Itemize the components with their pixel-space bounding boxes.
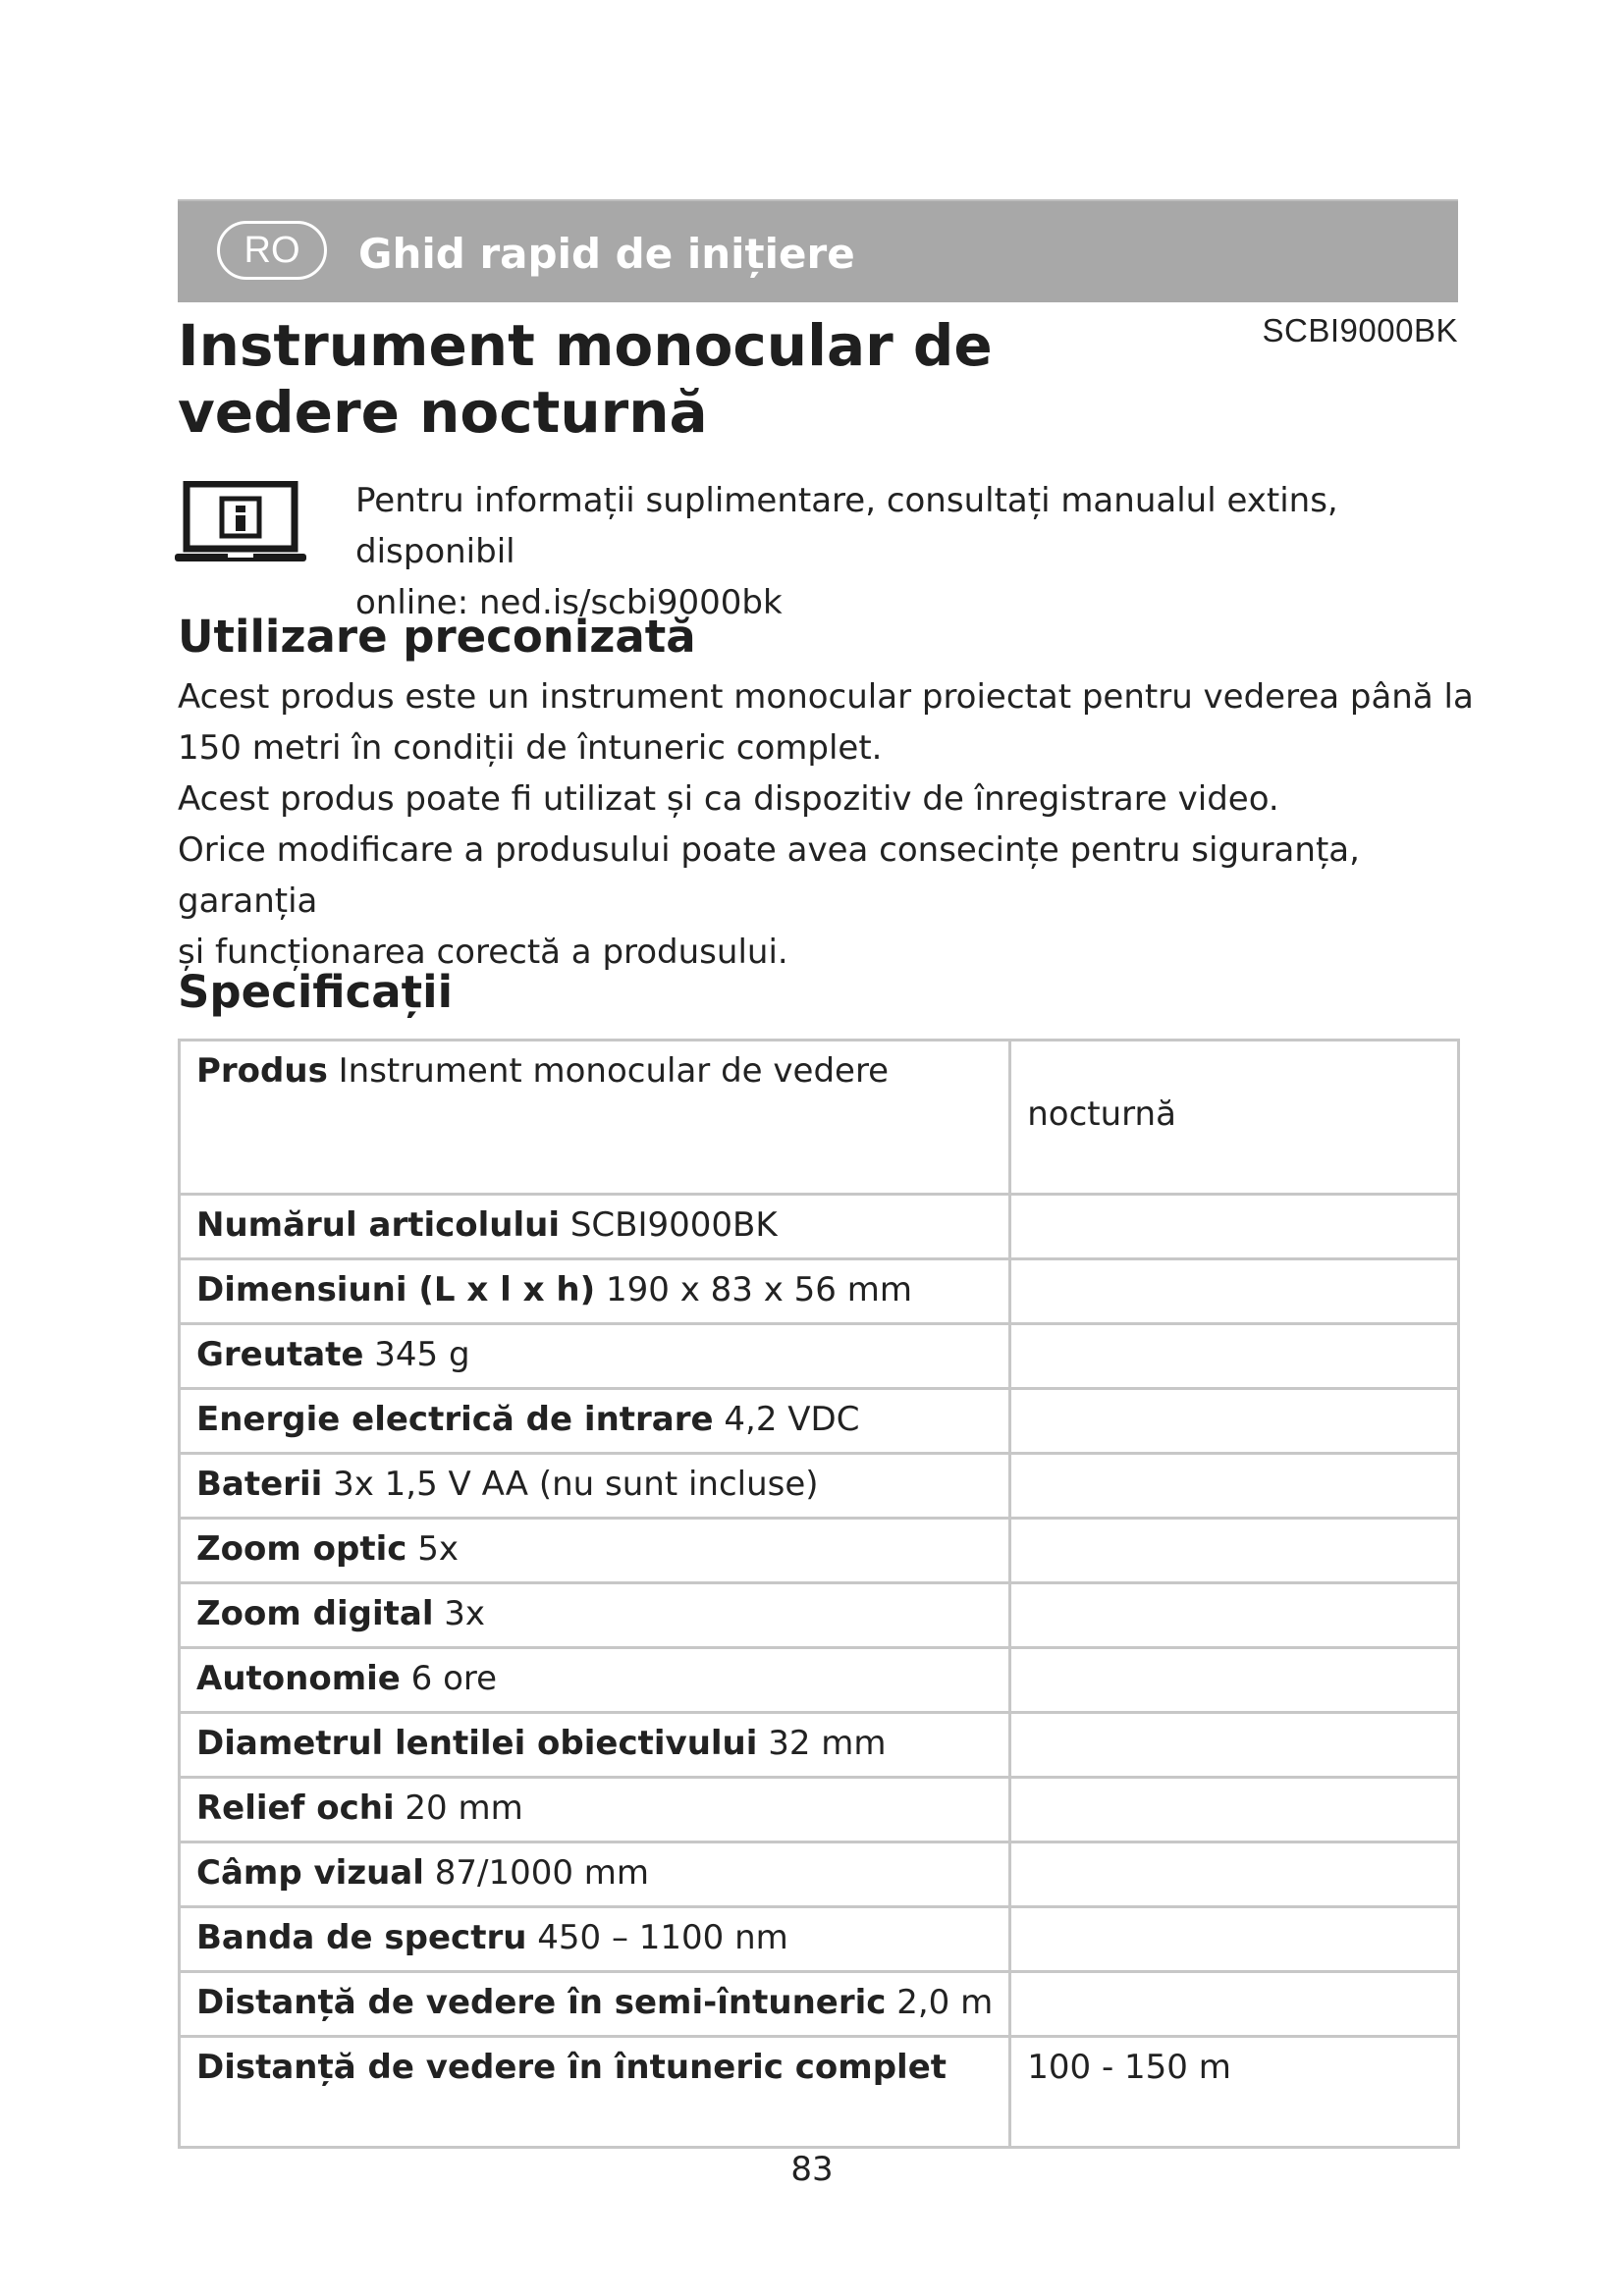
spec-label: Baterii bbox=[196, 1465, 323, 1504]
table-row bbox=[180, 1389, 1459, 1454]
spec-cell bbox=[180, 1389, 1010, 1454]
article-number: SCBI9000BK bbox=[1262, 312, 1458, 348]
page-number: 83 bbox=[790, 2150, 834, 2189]
table-row bbox=[180, 1972, 1459, 2037]
spec-cell bbox=[180, 1713, 1010, 1778]
spec-value: SCBI9000BK bbox=[569, 1205, 778, 1245]
spec-label: Diametrul lentilei obiectivului bbox=[196, 1724, 758, 1763]
spec-label: Greutate bbox=[196, 1335, 364, 1374]
spec-cell bbox=[180, 1519, 1010, 1583]
table-row bbox=[180, 1195, 1459, 1259]
laptop-info-icon bbox=[175, 481, 306, 565]
spec-cell bbox=[1010, 1972, 1459, 2037]
title-line-1: Instrument monocular de bbox=[178, 312, 993, 379]
spec-label: Numărul articolului bbox=[196, 1205, 560, 1245]
spec-cell bbox=[180, 1259, 1010, 1324]
spec-cell bbox=[1010, 2037, 1459, 2148]
spec-value: 32 mm bbox=[768, 1724, 887, 1763]
spec-cell bbox=[180, 1195, 1010, 1259]
spec-cell bbox=[1010, 1648, 1459, 1713]
table-row bbox=[180, 1259, 1459, 1324]
spec-cell bbox=[1010, 1842, 1459, 1907]
spec-cell bbox=[1010, 1454, 1459, 1519]
intended-use-text bbox=[178, 671, 1474, 978]
spec-cell bbox=[180, 1324, 1010, 1389]
spec-cell bbox=[1010, 1389, 1459, 1454]
spec-cell bbox=[1010, 1778, 1459, 1842]
spec-cell bbox=[1010, 1324, 1459, 1389]
table-row bbox=[180, 1713, 1459, 1778]
spec-cell bbox=[1010, 1195, 1459, 1259]
spec-value: 4,2 VDC bbox=[724, 1400, 860, 1439]
table-row bbox=[180, 1519, 1459, 1583]
table-row bbox=[180, 1583, 1459, 1648]
spec-value: 2,0 m bbox=[896, 1983, 994, 2022]
spec-label: Banda de spectru bbox=[196, 1918, 527, 1957]
spec-cell bbox=[1010, 1259, 1459, 1324]
table-row bbox=[180, 1648, 1459, 1713]
spec-value: 190 x 83 x 56 mm bbox=[606, 1270, 912, 1309]
spec-value: 450 – 1100 nm bbox=[537, 1918, 788, 1957]
spec-label: Distanță de vedere în întuneric complet bbox=[196, 2048, 947, 2087]
intended-use-line: Acest produs poate fi utilizat și ca dispozitiv de înregistrare video. bbox=[178, 779, 1279, 819]
intended-use-line: și funcționarea corectă a produsului. bbox=[178, 933, 788, 972]
spec-cell bbox=[180, 1041, 1010, 1195]
spec-value: 3x bbox=[444, 1594, 486, 1633]
spec-cell bbox=[180, 1648, 1010, 1713]
spec-cell bbox=[1010, 1907, 1459, 1972]
info-line-1: Pentru informații suplimentare, consultați manualul extins, disponibil bbox=[355, 481, 1338, 571]
spec-value: 100 - 150 m bbox=[1027, 2048, 1231, 2087]
spec-cell bbox=[1010, 1583, 1459, 1648]
spec-label: Zoom optic bbox=[196, 1529, 407, 1569]
table-row bbox=[180, 2037, 1459, 2148]
spec-label: Energie electrică de intrare bbox=[196, 1400, 714, 1439]
spec-value: Instrument monocular de vedere bbox=[338, 1051, 890, 1091]
spec-label: Distanță de vedere în semi-întuneric bbox=[196, 1983, 887, 2022]
spec-label: Autonomie bbox=[196, 1659, 401, 1698]
spec-cell bbox=[180, 2037, 1010, 2148]
intended-use-line: Orice modificare a produsului poate avea consecințe pentru siguranța, garanția bbox=[178, 830, 1360, 921]
table-row bbox=[180, 1907, 1459, 1972]
spec-value: 5x bbox=[417, 1529, 459, 1569]
intended-use-line: Acest produs este un instrument monocular proiectat pentru vederea până la bbox=[178, 677, 1474, 717]
spec-cell bbox=[180, 1972, 1010, 2037]
spec-label: Produs bbox=[196, 1051, 328, 1091]
spec-cell bbox=[1010, 1519, 1459, 1583]
table-row bbox=[180, 1778, 1459, 1842]
spec-value: 3x 1,5 V AA (nu sunt incluse) bbox=[333, 1465, 819, 1504]
intended-use-line: 150 metri în condiții de întuneric complet. bbox=[178, 728, 883, 768]
table-row bbox=[180, 1041, 1459, 1195]
spec-label: Zoom digital bbox=[196, 1594, 434, 1633]
spec-value: nocturnă bbox=[1027, 1095, 1176, 1134]
spec-value: 345 g bbox=[374, 1335, 470, 1374]
spec-cell bbox=[180, 1778, 1010, 1842]
spec-value: 6 ore bbox=[410, 1659, 498, 1698]
document-title bbox=[178, 312, 1061, 446]
table-row bbox=[180, 1454, 1459, 1519]
intended-use-heading: Utilizare preconizată bbox=[178, 611, 696, 663]
info-line-2: online: ned.is/scbi9000bk bbox=[355, 583, 783, 622]
header-banner bbox=[178, 199, 1458, 302]
spec-value: 87/1000 mm bbox=[434, 1853, 650, 1893]
banner-title: Ghid rapid de inițiere bbox=[358, 230, 855, 278]
spec-cell bbox=[180, 1907, 1010, 1972]
specifications-table bbox=[178, 1039, 1460, 2149]
specifications-heading: Specificații bbox=[178, 966, 453, 1018]
spec-cell bbox=[180, 1454, 1010, 1519]
title-line-2: vedere nocturnă bbox=[178, 379, 708, 446]
spec-cell bbox=[1010, 1041, 1459, 1195]
spec-value: 20 mm bbox=[405, 1789, 523, 1828]
spec-label: Câmp vizual bbox=[196, 1853, 424, 1893]
manual-info-text bbox=[355, 475, 1465, 628]
table-row bbox=[180, 1842, 1459, 1907]
language-badge: RO bbox=[217, 221, 327, 280]
spec-cell bbox=[180, 1842, 1010, 1907]
spec-cell bbox=[180, 1583, 1010, 1648]
spec-label: Dimensiuni (L x l x h) bbox=[196, 1270, 596, 1309]
spec-cell bbox=[1010, 1713, 1459, 1778]
table-row bbox=[180, 1324, 1459, 1389]
spec-label: Relief ochi bbox=[196, 1789, 395, 1828]
